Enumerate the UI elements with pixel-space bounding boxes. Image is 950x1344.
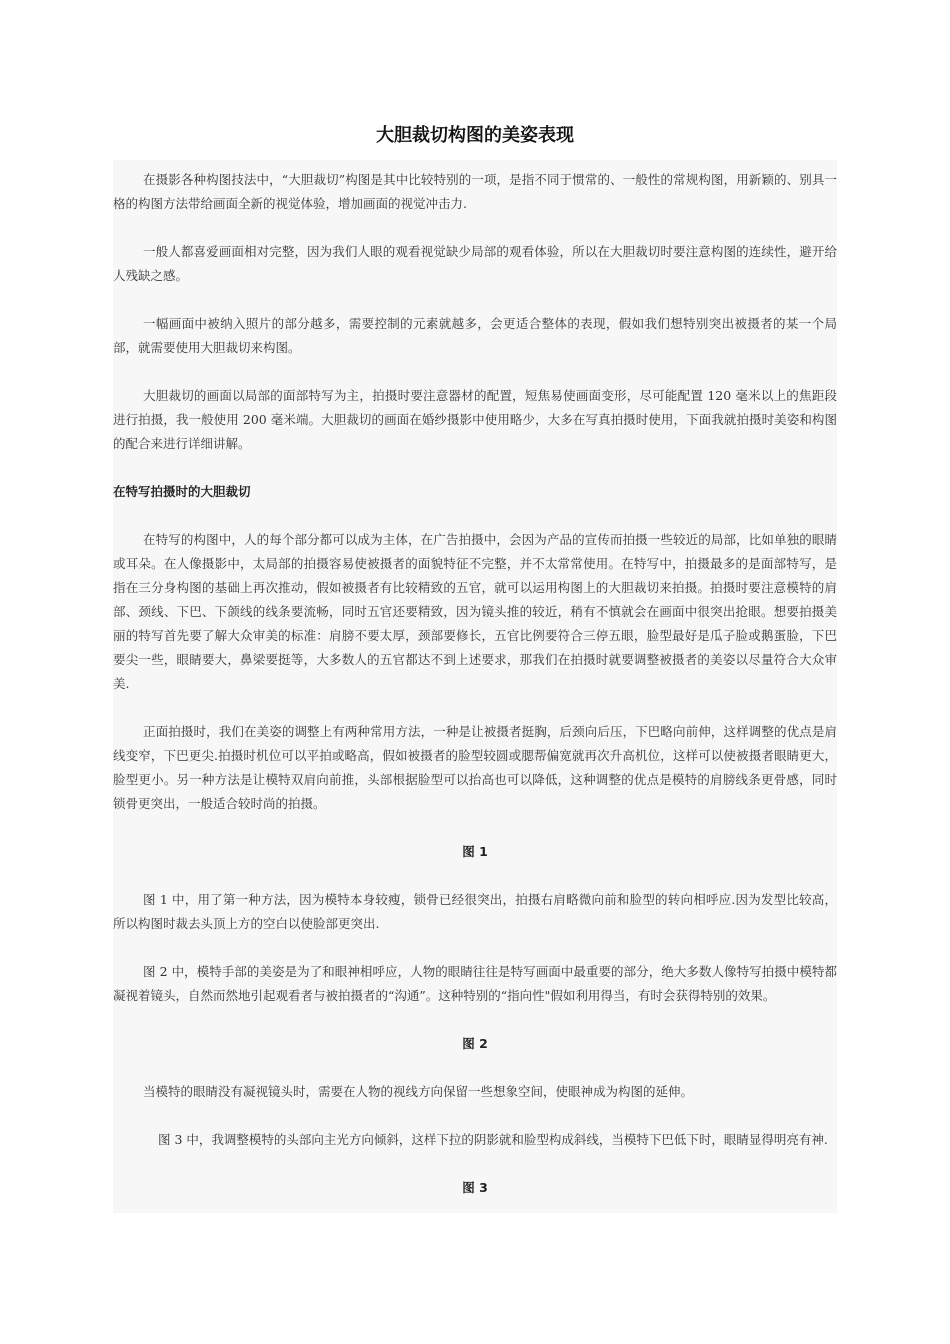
section-heading: 在特写拍摄时的大胆裁切 <box>113 484 251 499</box>
paragraph-completeness: 一般人都喜爱画面相对完整，因为我们人眼的观看视觉缺少局部的观看体验，所以在大胆裁切时要注意构图的连续性，避开给人残缺之感。 <box>113 244 837 283</box>
paragraph-intro: 在摄影各种构图技法中，“大胆裁切”构图是其中比较特别的一项，是指不同于惯常的、一般性的常规构图，用新颖的、别具一格的构图方法带给画面全新的视觉体验，增加画面的视觉冲击力. <box>113 172 837 211</box>
paragraph-equipment: 大胆裁切的画面以局部的面部特写为主，拍摄时要注意器材的配置，短焦易使画面变形，尽可能配置 120 毫米以上的焦距段进行拍摄，我一般使用 200 毫米端。大胆裁切的画面在婚纱摄影中使用略少，大多在写真拍摄时使用，下面我就拍摄时美姿和构图的配合来进行详细讲解。 <box>113 388 837 451</box>
figure-caption-1: 图 1 <box>462 844 488 859</box>
figure-caption-3: 图 3 <box>462 1180 488 1195</box>
paragraph-figure-3: 图 3 中，我调整模特的头部向主光方向倾斜，这样下拉的阴影就和脸型构成斜线，当模特下巴低下时，眼睛显得明亮有神. <box>158 1132 828 1147</box>
article-title: 大胆裁切构图的美姿表现 <box>376 125 574 146</box>
figure-caption-2: 图 2 <box>462 1036 488 1051</box>
paragraph-frontal: 正面拍摄时，我们在美姿的调整上有两种常用方法，一种是让被摄者挺胸，后颈向后压，下巴略向前伸，这样调整的优点是肩线变窄，下巴更尖.拍摄时机位可以平拍或略高，假如被摄者的脸型较圆或腮帮偏宽就再次升高机位，这样可以使被摄者眼睛更大，脸型更小。另一种方法是让模特双肩向前推，头部根据脸型可以抬高也可以降低，这种调整的优点是模特的肩膀线条更骨感，同时锁骨更突出，一般适合较时尚的拍摄。 <box>113 724 837 811</box>
paragraph-closeup: 在特写的构图中，人的每个部分都可以成为主体，在广告拍摄中，会因为产品的宣传而拍摄一些较近的局部，比如单独的眼睛或耳朵。在人像摄影中，太局部的拍摄容易使被摄者的面貌特征不完整，并不太常常使用。在特写中，拍摄最多的是面部特写，是指在三分身构图的基础上再次推动，假如被摄者有比较精致的五官，就可以运用构图上的大胆裁切来拍摄。拍摄时要注意模特的肩部、颈线、下巴、下颌线的线条要流畅，同时五官还要精致，因为镜头推的较近，稍有不慎就会在画面中很突出抢眼。想要拍摄美丽的特写首先要了解大众审美的标准：肩膀不要太厚，颈部要修长，五官比例要符合三停五眼，脸型最好是瓜子脸或鹅蛋脸，下巴要尖一些，眼睛要大，鼻梁要挺等，大多数人的五官都达不到上述要求，那我们在拍摄时就要调整被摄者的美姿以尽量符合大众审美. <box>113 532 837 691</box>
paragraph-figure-2: 图 2 中，模特手部的美姿是为了和眼神相呼应，人物的眼睛往往是特写画面中最重要的部分，绝大多数人像特写拍摄中模特都凝视着镜头，自然而然地引起观看者与被拍摄者的“沟通”。这种特别的“指向性"假如利用得当，有时会获得特别的效果。 <box>113 964 837 1003</box>
paragraph-gaze: 当模特的眼睛没有凝视镜头时，需要在人物的视线方向保留一些想象空间，使眼神成为构图的延伸。 <box>143 1084 694 1099</box>
paragraph-elements: 一幅画面中被纳入照片的部分越多，需要控制的元素就越多，会更适合整体的表现，假如我们想特别突出被摄者的某一个局部，就需要使用大胆裁切来构图。 <box>113 316 837 355</box>
article-body <box>113 160 837 1213</box>
paragraph-figure-1: 图 1 中，用了第一种方法，因为模特本身较瘦，锁骨已经很突出，拍摄右肩略微向前和脸型的转向相呼应.因为发型比较高，所以构图时裁去头顶上方的空白以使脸部更突出. <box>113 892 837 931</box>
